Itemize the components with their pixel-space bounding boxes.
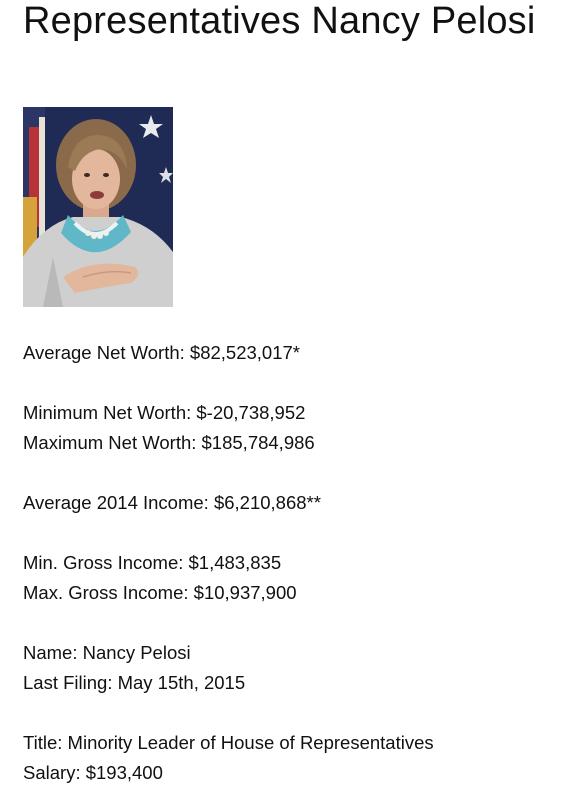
last-filing: Last Filing: May 15th, 2015 xyxy=(23,672,246,693)
maximum-net-worth: Maximum Net Worth: $185,784,986 xyxy=(23,432,315,453)
title-line: Title: Minority Leader of House of Representatives xyxy=(23,732,434,753)
average-income: Average 2014 Income: $6,210,868** xyxy=(23,492,321,513)
portrait-photo xyxy=(23,107,173,307)
name-line: Name: Nancy Pelosi xyxy=(23,642,191,663)
max-gross-income: Max. Gross Income: $10,937,900 xyxy=(23,582,297,603)
salary-line: Salary: $193,400 xyxy=(23,762,163,783)
min-gross-income: Min. Gross Income: $1,483,835 xyxy=(23,552,282,573)
minimum-net-worth: Minimum Net Worth: $-20,738,952 xyxy=(23,402,306,423)
page-title: Representatives Nancy Pelosi xyxy=(23,0,536,42)
average-net-worth: Average Net Worth: $82,523,017* xyxy=(23,342,301,363)
